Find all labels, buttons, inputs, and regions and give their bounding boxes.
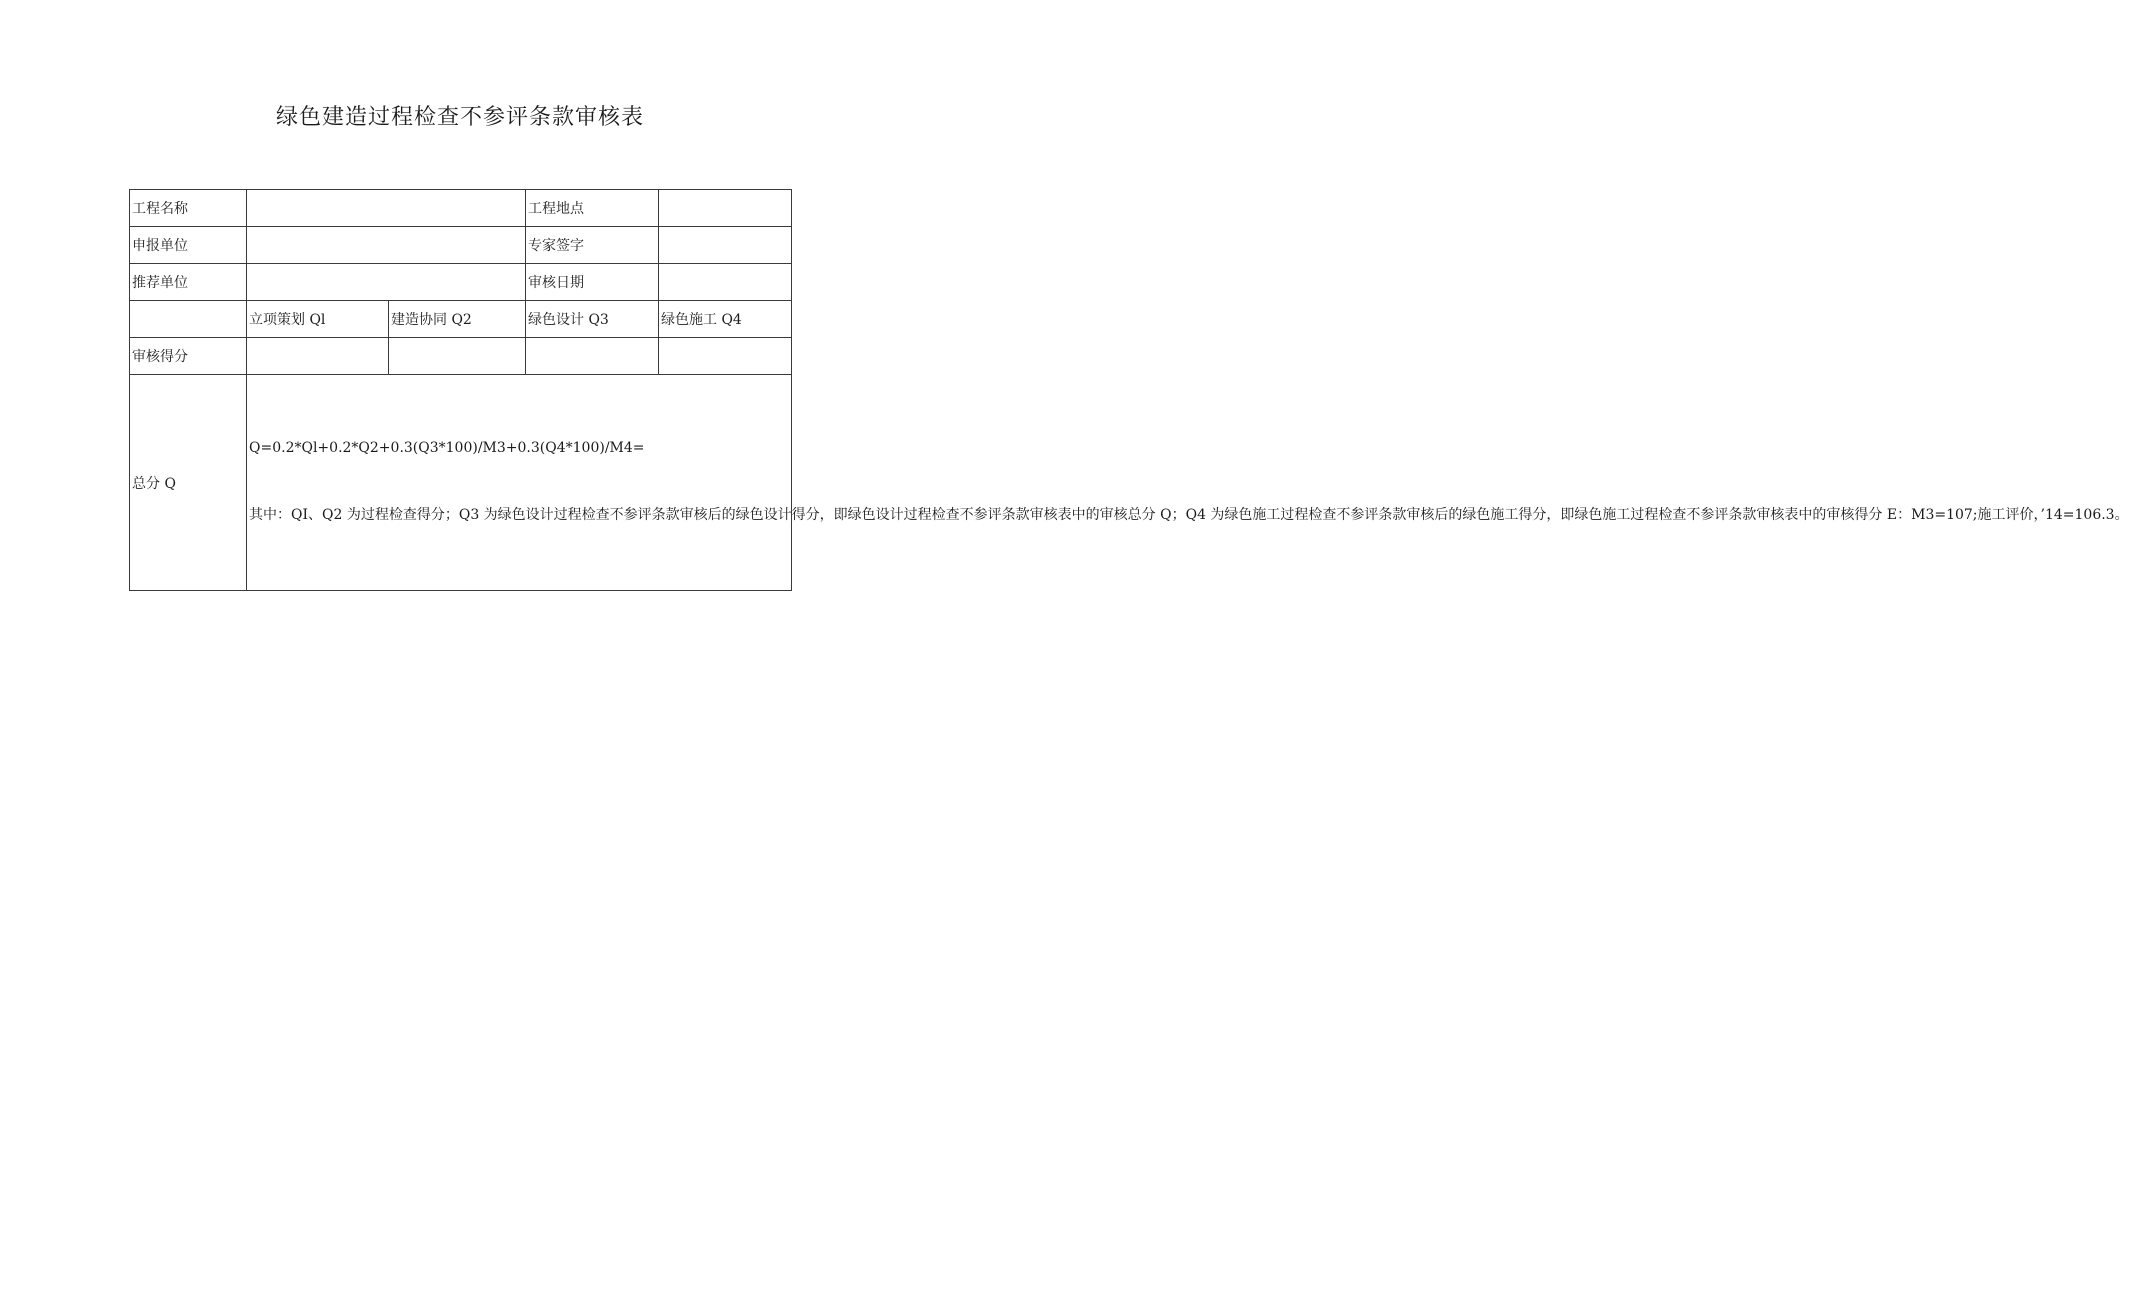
column-header-q2: 建造协同 Q2 bbox=[389, 301, 526, 338]
table-row bbox=[130, 338, 792, 375]
column-header-q4: 绿色施工 Q4 bbox=[659, 301, 792, 338]
recommender-field[interactable] bbox=[247, 264, 526, 301]
table-row bbox=[130, 301, 792, 338]
review-form-table bbox=[129, 189, 2129, 591]
total-score-label: 总分 Q bbox=[130, 375, 247, 591]
column-header-q1: 立项策划 Ql bbox=[247, 301, 389, 338]
project-location-label: 工程地点 bbox=[526, 190, 659, 227]
document-title: 绿色建造过程检查不参评条款审核表 bbox=[275, 105, 644, 130]
empty-header-cell bbox=[130, 301, 247, 338]
score-q1-field[interactable] bbox=[247, 338, 389, 375]
expert-signature-field[interactable] bbox=[659, 227, 792, 264]
column-header-q3: 绿色设计 Q3 bbox=[526, 301, 659, 338]
table-row bbox=[130, 375, 792, 591]
recommender-label: 推荐单位 bbox=[130, 264, 247, 301]
table-row bbox=[130, 227, 792, 264]
total-score-note: 其中：QI、Q2 为过程检查得分；Q3 为绿色设计过程检查不参评条款审核后的绿色设计得分，即绿色设计过程检查不参评条款审核表中的审核总分 Q；Q4 为绿色施工过程检查不参评条款审核后的绿色施工得分，即绿色施工过程检查不参评条款审核表中的审核得分 E：M3=107;施工评价，’14=106.3。 bbox=[249, 506, 2129, 523]
score-q2-field[interactable] bbox=[389, 338, 526, 375]
project-name-field[interactable] bbox=[247, 190, 526, 227]
table-row bbox=[130, 264, 792, 301]
review-date-field[interactable] bbox=[659, 264, 792, 301]
score-q3-field[interactable] bbox=[526, 338, 659, 375]
expert-signature-label: 专家签字 bbox=[526, 227, 659, 264]
applicant-field[interactable] bbox=[247, 227, 526, 264]
total-score-cell bbox=[247, 375, 2129, 591]
table-row bbox=[130, 190, 792, 227]
review-date-label: 审核日期 bbox=[526, 264, 659, 301]
total-score-formula: Q=0.2*Ql+0.2*Q2+0.3(Q3*100)/M3+0.3(Q4*100)/M4= bbox=[249, 439, 645, 456]
applicant-label: 申报单位 bbox=[130, 227, 247, 264]
project-name-label: 工程名称 bbox=[130, 190, 247, 227]
project-location-field[interactable] bbox=[659, 190, 792, 227]
score-q4-field[interactable] bbox=[659, 338, 792, 375]
review-score-label: 审核得分 bbox=[130, 338, 247, 375]
